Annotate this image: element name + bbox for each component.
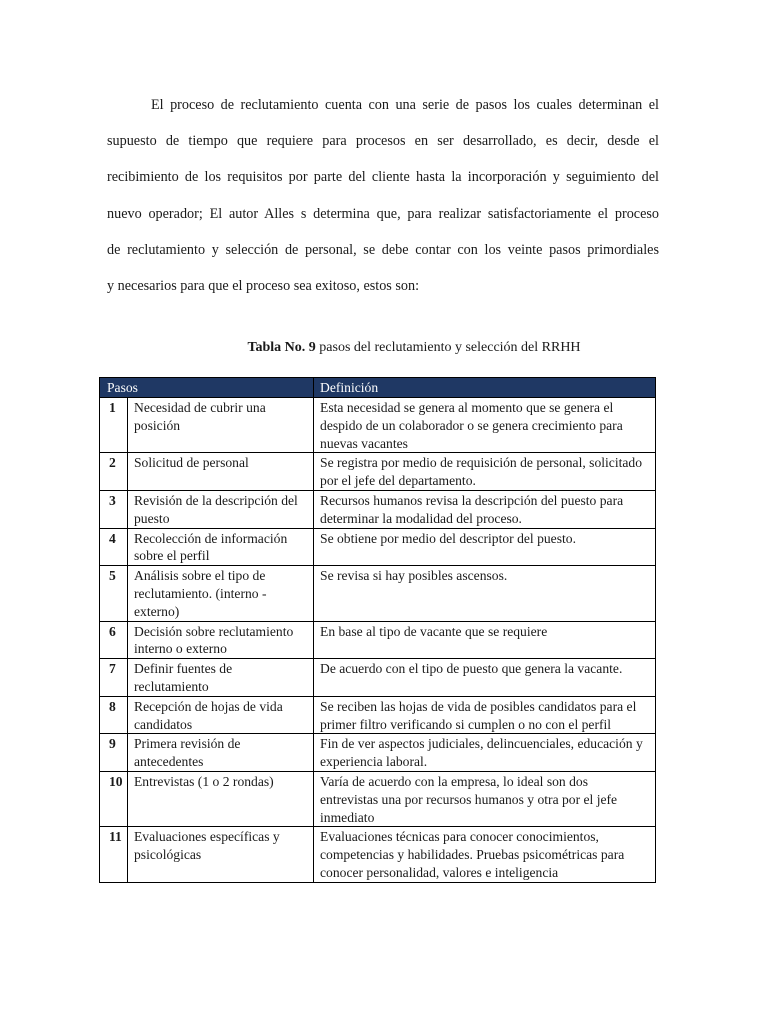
table-row xyxy=(100,734,656,772)
step-name: Solicitud de personal xyxy=(128,453,314,491)
step-name: Evaluaciones específicas y psicológicas xyxy=(128,827,314,882)
step-definition: En base al tipo de vacante que se requiere xyxy=(314,621,656,659)
step-definition: Fin de ver aspectos judiciales, delincuenciales, educación y experiencia laboral. xyxy=(314,734,656,772)
table-row xyxy=(100,490,656,528)
step-number: 4 xyxy=(100,528,128,566)
paragraph-line: El proceso de reclutamiento cuenta con una serie de pasos los cuales determinan el xyxy=(151,97,659,113)
step-name: Recepción de hojas de vida candidatos xyxy=(128,696,314,734)
step-number: 7 xyxy=(100,659,128,697)
table-row xyxy=(100,398,656,453)
intro-paragraph xyxy=(107,87,659,304)
table-row xyxy=(100,528,656,566)
step-number: 1 xyxy=(100,398,128,453)
table-row xyxy=(100,771,656,826)
table-row xyxy=(100,696,656,734)
paragraph-line: y necesarios para que el proceso sea exitoso, estos son: xyxy=(107,278,420,295)
step-number: 6 xyxy=(100,621,128,659)
step-number: 9 xyxy=(100,734,128,772)
table-caption-text: pasos del reclutamiento y selección del RRHH xyxy=(315,340,581,355)
step-number: 3 xyxy=(100,490,128,528)
step-definition: Varía de acuerdo con la empresa, lo ideal son dos entrevistas una por recursos humanos y otra por el jefe inmediato xyxy=(314,771,656,826)
step-number: 2 xyxy=(100,453,128,491)
step-definition: Se obtiene por medio del descriptor del puesto. xyxy=(314,528,656,566)
step-name: Entrevistas (1 o 2 rondas) xyxy=(128,771,314,826)
paragraph-line: de reclutamiento y selección de personal, se debe contar con los veinte pasos primordiales xyxy=(107,241,659,258)
step-definition: De acuerdo con el tipo de puesto que genera la vacante. xyxy=(314,659,656,697)
step-name: Decisión sobre reclutamiento interno o externo xyxy=(128,621,314,659)
recruitment-steps-table xyxy=(99,377,656,883)
step-name: Definir fuentes de reclutamiento xyxy=(128,659,314,697)
step-name: Análisis sobre el tipo de reclutamiento. (interno - externo) xyxy=(128,566,314,621)
table-row xyxy=(100,827,656,882)
table-caption-label: Tabla No. 9 xyxy=(247,340,316,355)
step-name: Revisión de la descripción del puesto xyxy=(128,490,314,528)
step-number: 5 xyxy=(100,566,128,621)
step-definition: Se revisa si hay posibles ascensos. xyxy=(314,566,656,621)
paragraph-line: supuesto de tiempo que requiere para procesos en ser desarrollado, es decir, desde el xyxy=(107,133,659,150)
step-definition: Se reciben las hojas de vida de posibles candidatos para el primer filtro verificando si cumplen o no con el perfil xyxy=(314,696,656,734)
step-name: Recolección de información sobre el perfil xyxy=(128,528,314,566)
header-steps: Pasos xyxy=(100,378,314,398)
step-name: Primera revisión de antecedentes xyxy=(128,734,314,772)
step-number: 8 xyxy=(100,696,128,734)
step-number: 10 xyxy=(100,771,128,826)
table-row xyxy=(100,621,656,659)
step-definition: Recursos humanos revisa la descripción del puesto para determinar la modalidad del proceso. xyxy=(314,490,656,528)
table-header-row xyxy=(100,378,656,398)
paragraph-line: recibimiento de los requisitos por parte del cliente hasta la incorporación y seguimiento del xyxy=(107,169,659,186)
table-caption xyxy=(0,340,768,356)
step-definition: Evaluaciones técnicas para conocer conocimientos, competencias y habilidades. Pruebas psicométricas para conocer personalidad, valores e inteligencia xyxy=(314,827,656,882)
paragraph-line: nuevo operador; El autor Alles s determina que, para realizar satisfactoriamente el proceso xyxy=(107,205,659,222)
step-number: 11 xyxy=(100,827,128,882)
step-definition: Esta necesidad se genera al momento que se genera el despido de un colaborador o se genera crecimiento para nuevas vacantes xyxy=(314,398,656,453)
table-row xyxy=(100,453,656,491)
table-row xyxy=(100,566,656,621)
header-definition: Definición xyxy=(314,378,656,398)
step-name: Necesidad de cubrir una posición xyxy=(128,398,314,453)
table-body xyxy=(100,398,656,883)
step-definition: Se registra por medio de requisición de personal, solicitado por el jefe del departamento. xyxy=(314,453,656,491)
table-row xyxy=(100,659,656,697)
